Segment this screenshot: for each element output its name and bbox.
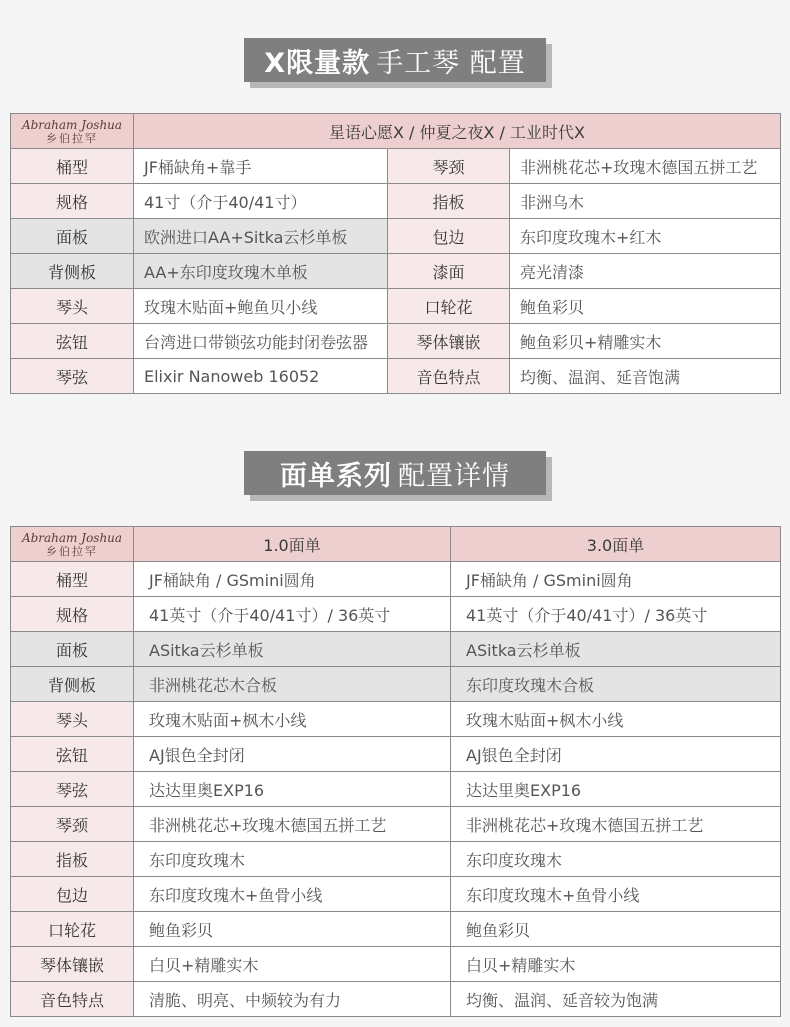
spec-value: 白贝+精雕实木 bbox=[451, 947, 781, 982]
spec-value: 均衡、温润、延音饱满 bbox=[510, 359, 781, 394]
section1-title-strong: X限量款 bbox=[264, 47, 371, 79]
spec-value: 鲍鱼彩贝 bbox=[451, 912, 781, 947]
spec-label: 口轮花 bbox=[11, 912, 134, 947]
table-row bbox=[11, 597, 781, 632]
spec-value: JF桶缺角+靠手 bbox=[134, 149, 388, 184]
solid-top-spec-table bbox=[10, 526, 781, 1017]
section1-title bbox=[244, 38, 546, 82]
spec-label: 桶型 bbox=[11, 562, 134, 597]
brand-logo-line2: 乡伯拉罕 bbox=[46, 131, 98, 145]
models-header: 星语心愿X / 仲夏之夜X / 工业时代X bbox=[134, 114, 781, 149]
spec-value: 东印度玫瑰木 bbox=[134, 842, 451, 877]
spec-value: 亮光清漆 bbox=[510, 254, 781, 289]
spec-value: 东印度玫瑰木 bbox=[451, 842, 781, 877]
spec-label: 琴弦 bbox=[11, 772, 134, 807]
spec-value: 鲍鱼彩贝 bbox=[510, 289, 781, 324]
table-row bbox=[11, 737, 781, 772]
table-row bbox=[11, 632, 781, 667]
spec-value: 台湾进口带锁弦功能封闭卷弦器 bbox=[134, 324, 388, 359]
spec-label: 面板 bbox=[11, 219, 134, 254]
spec-label: 琴体镶嵌 bbox=[11, 947, 134, 982]
spec-label: 琴颈 bbox=[388, 149, 510, 184]
column-header-1: 1.0面单 bbox=[134, 527, 451, 562]
spec-label: 背侧板 bbox=[11, 254, 134, 289]
spec-value: 均衡、温润、延音较为饱满 bbox=[451, 982, 781, 1017]
spec-label: 口轮花 bbox=[388, 289, 510, 324]
spec-label: 桶型 bbox=[11, 149, 134, 184]
spec-value: 非洲桃花芯+玫瑰木德国五拼工艺 bbox=[510, 149, 781, 184]
spec-label: 弦钮 bbox=[11, 324, 134, 359]
brand-logo-line1: Abraham Joshua bbox=[21, 530, 123, 545]
spec-value: Elixir Nanoweb 16052 bbox=[134, 359, 388, 394]
table-row bbox=[11, 982, 781, 1017]
spec-label: 漆面 bbox=[388, 254, 510, 289]
spec-value: 东印度玫瑰木合板 bbox=[451, 667, 781, 702]
spec-value: 玫瑰木贴面+枫木小线 bbox=[134, 702, 451, 737]
section2-title-light: 配置详情 bbox=[398, 460, 510, 492]
spec-label: 指板 bbox=[388, 184, 510, 219]
spec-value: 玫瑰木贴面+鲍鱼贝小线 bbox=[134, 289, 388, 324]
spec-value: 白贝+精雕实木 bbox=[134, 947, 451, 982]
table-row bbox=[11, 254, 781, 289]
spec-label: 琴体镶嵌 bbox=[388, 324, 510, 359]
spec-label: 琴头 bbox=[11, 702, 134, 737]
table-row bbox=[11, 947, 781, 982]
spec-value: 非洲乌木 bbox=[510, 184, 781, 219]
brand-logo bbox=[11, 114, 134, 149]
spec-value: 41寸（介于40/41寸） bbox=[134, 184, 388, 219]
spec-value: 东印度玫瑰木+红木 bbox=[510, 219, 781, 254]
spec-value: 非洲桃花芯木合板 bbox=[134, 667, 451, 702]
spec-label: 琴弦 bbox=[11, 359, 134, 394]
brand-logo bbox=[11, 527, 134, 562]
spec-value: JF桶缺角 / GSmini圆角 bbox=[134, 562, 451, 597]
spec-value: 非洲桃花芯+玫瑰木德国五拼工艺 bbox=[134, 807, 451, 842]
table-row bbox=[11, 842, 781, 877]
spec-value: 东印度玫瑰木+鱼骨小线 bbox=[134, 877, 451, 912]
table-header-row bbox=[11, 114, 781, 149]
spec-label: 琴颈 bbox=[11, 807, 134, 842]
spec-label: 琴头 bbox=[11, 289, 134, 324]
spec-value: 清脆、明亮、中频较为有力 bbox=[134, 982, 451, 1017]
spec-value: 41英寸（介于40/41寸）/ 36英寸 bbox=[451, 597, 781, 632]
spec-value: 非洲桃花芯+玫瑰木德国五拼工艺 bbox=[451, 807, 781, 842]
spec-label: 指板 bbox=[11, 842, 134, 877]
table-row bbox=[11, 184, 781, 219]
spec-value: 鲍鱼彩贝 bbox=[134, 912, 451, 947]
spec-value: JF桶缺角 / GSmini圆角 bbox=[451, 562, 781, 597]
spec-label: 包边 bbox=[388, 219, 510, 254]
table-header-row bbox=[11, 527, 781, 562]
spec-value: 达达里奥EXP16 bbox=[451, 772, 781, 807]
spec-label: 音色特点 bbox=[388, 359, 510, 394]
x-limited-spec-table bbox=[10, 113, 781, 394]
table-row bbox=[11, 359, 781, 394]
spec-value: AA+东印度玫瑰木单板 bbox=[134, 254, 388, 289]
spec-value: 东印度玫瑰木+鱼骨小线 bbox=[451, 877, 781, 912]
table-row bbox=[11, 562, 781, 597]
table-row bbox=[11, 772, 781, 807]
section2-title bbox=[244, 451, 546, 495]
spec-value: 41英寸（介于40/41寸）/ 36英寸 bbox=[134, 597, 451, 632]
section2-title-strong: 面单系列 bbox=[280, 460, 392, 492]
table-row bbox=[11, 702, 781, 737]
spec-value: 鲍鱼彩贝+精雕实木 bbox=[510, 324, 781, 359]
spec-label: 规格 bbox=[11, 597, 134, 632]
spec-label: 弦钮 bbox=[11, 737, 134, 772]
table-row bbox=[11, 324, 781, 359]
table-row bbox=[11, 289, 781, 324]
spec-value: ASitka云杉单板 bbox=[134, 632, 451, 667]
spec-value: AJ银色全封闭 bbox=[134, 737, 451, 772]
spec-label: 面板 bbox=[11, 632, 134, 667]
table-row bbox=[11, 807, 781, 842]
spec-label: 包边 bbox=[11, 877, 134, 912]
spec-label: 规格 bbox=[11, 184, 134, 219]
spec-label: 背侧板 bbox=[11, 667, 134, 702]
table-row bbox=[11, 667, 781, 702]
brand-logo-line1: Abraham Joshua bbox=[21, 117, 123, 132]
brand-logo-line2: 乡伯拉罕 bbox=[46, 544, 98, 558]
section1-title-light: 手工琴 配置 bbox=[376, 47, 526, 79]
spec-value: AJ银色全封闭 bbox=[451, 737, 781, 772]
spec-value: 欧洲进口AA+Sitka云杉单板 bbox=[134, 219, 388, 254]
spec-value: ASitka云杉单板 bbox=[451, 632, 781, 667]
table-row bbox=[11, 149, 781, 184]
column-header-3: 3.0面单 bbox=[451, 527, 781, 562]
spec-label: 音色特点 bbox=[11, 982, 134, 1017]
table-row bbox=[11, 877, 781, 912]
spec-value: 达达里奥EXP16 bbox=[134, 772, 451, 807]
table-row bbox=[11, 219, 781, 254]
spec-value: 玫瑰木贴面+枫木小线 bbox=[451, 702, 781, 737]
table-row bbox=[11, 912, 781, 947]
